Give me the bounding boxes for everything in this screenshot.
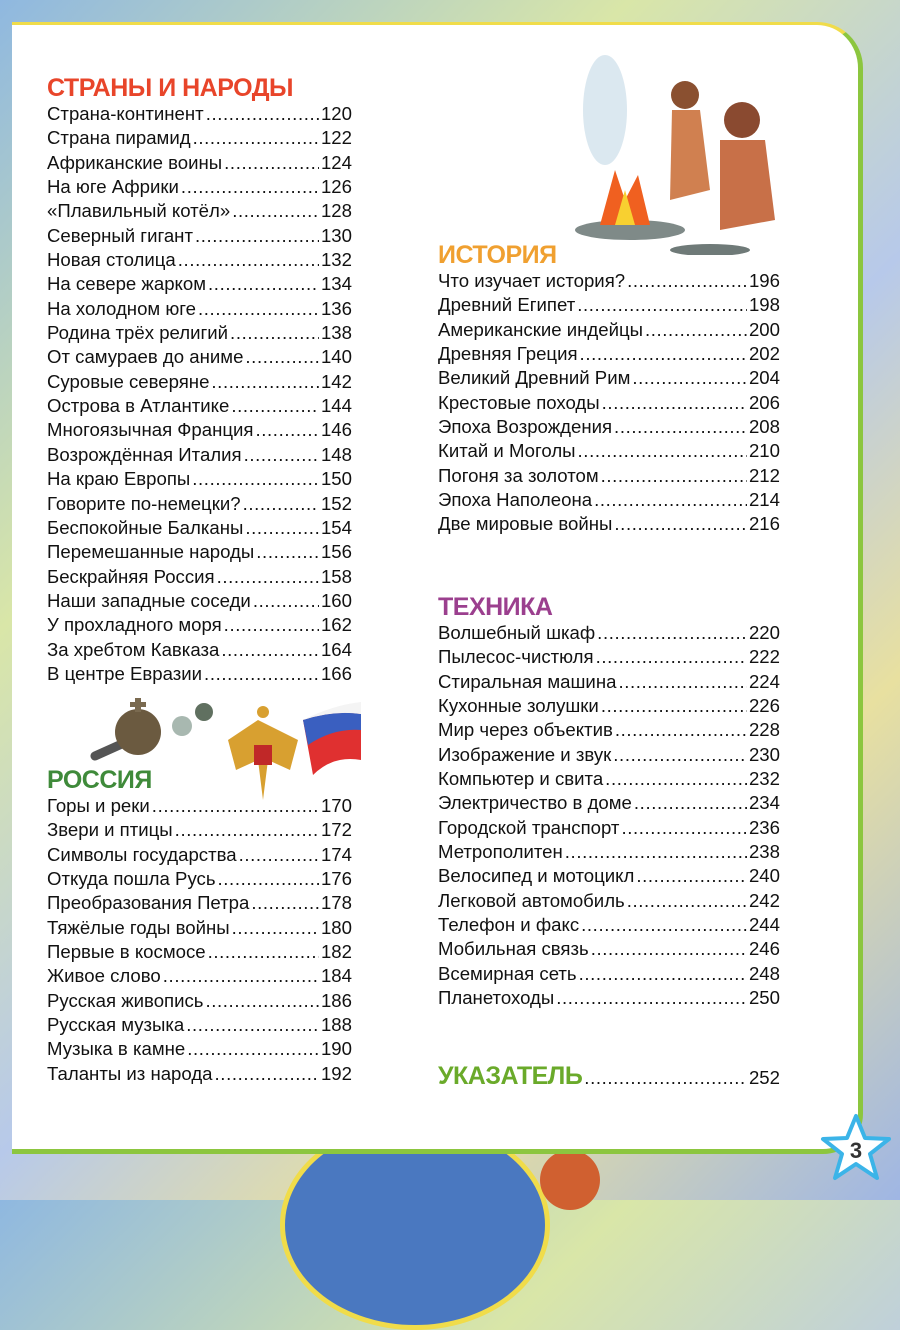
entry-title: Бескрайняя Россия <box>47 565 215 587</box>
page-ref: 240 <box>748 865 780 887</box>
page-ref: 150 <box>320 468 352 490</box>
page-ref: 202 <box>748 343 780 365</box>
entry-title: От самураев до аниме <box>47 346 244 368</box>
toc-entry[interactable] <box>438 439 780 463</box>
dot-leader <box>605 767 747 791</box>
toc-entry[interactable] <box>47 1037 352 1061</box>
toc-entry[interactable] <box>47 467 352 491</box>
page-ref: 226 <box>748 695 780 717</box>
index-entry[interactable] <box>438 1062 780 1092</box>
page-ref: 174 <box>320 843 352 865</box>
toc-entry[interactable] <box>438 791 780 815</box>
dot-leader <box>204 662 319 686</box>
entry-title: Перемешанные народы <box>47 541 255 563</box>
entry-title: Первые в космосе <box>47 941 206 963</box>
entry-title: Беспокойные Балканы <box>47 516 244 538</box>
toc-entry[interactable] <box>47 540 352 564</box>
entry-title: Африканские воины <box>47 151 223 173</box>
toc-entry[interactable] <box>438 464 780 488</box>
dot-leader <box>627 889 747 913</box>
page-ref: 120 <box>320 103 352 124</box>
toc-entry[interactable] <box>438 767 780 791</box>
toc-entry[interactable] <box>47 102 352 126</box>
page-ref: 138 <box>320 322 352 344</box>
dot-leader <box>627 269 747 293</box>
toc-entry[interactable] <box>47 613 352 637</box>
dot-leader <box>245 516 319 540</box>
section-index <box>438 1062 780 1092</box>
dot-leader <box>614 512 747 536</box>
entry-title: Планетоходы <box>438 987 555 1009</box>
toc-entry[interactable] <box>438 937 780 961</box>
entry-title: Живое слово <box>47 965 161 987</box>
page-number: 3 <box>849 1138 863 1163</box>
entry-title: Эпоха Наполеона <box>438 489 593 511</box>
page-ref: 122 <box>320 127 352 149</box>
page-ref: 166 <box>320 662 352 684</box>
page-ref: 126 <box>320 176 352 198</box>
page-ref: 170 <box>320 795 352 816</box>
entry-title: Мобильная связь <box>438 938 589 960</box>
toc-entry[interactable] <box>47 867 352 891</box>
dot-leader <box>618 670 747 694</box>
entry-title: Тяжёлые годы войны <box>47 916 230 938</box>
section-technics <box>438 593 780 1011</box>
page-ref: 190 <box>320 1038 352 1060</box>
dot-leader <box>556 986 747 1010</box>
dot-leader <box>181 175 319 199</box>
toc-entry[interactable] <box>47 964 352 988</box>
page-ref: 250 <box>748 987 780 1009</box>
page-ref: 132 <box>320 249 352 271</box>
toc-entry[interactable] <box>47 297 352 321</box>
toc-entry[interactable] <box>438 913 780 937</box>
toc-entry[interactable] <box>47 916 352 940</box>
dot-leader <box>243 492 319 516</box>
section-heading-technics: ТЕХНИКА <box>438 593 553 621</box>
dot-leader <box>636 864 747 888</box>
dot-leader <box>218 867 319 891</box>
dot-leader <box>565 840 747 864</box>
entry-title: Родина трёх религий <box>47 322 229 344</box>
dot-leader <box>591 937 747 961</box>
page-ref: 178 <box>320 892 352 914</box>
entry-title: На холодном юге <box>47 297 197 319</box>
dot-leader <box>256 540 319 564</box>
dot-leader <box>152 794 319 818</box>
entry-title: «Плавильный котёл» <box>47 200 231 222</box>
entry-title: Горы и реки <box>47 795 150 816</box>
entry-title: На краю Европы <box>47 468 191 490</box>
toc-entry[interactable] <box>47 248 352 272</box>
page-ref: 192 <box>320 1062 352 1084</box>
dot-leader <box>578 439 747 463</box>
entry-title: Стиральная машина <box>438 670 617 692</box>
page-ref: 252 <box>748 1067 780 1088</box>
dot-leader <box>232 916 319 940</box>
entry-title: Страна пирамид <box>47 127 191 149</box>
toc-entry[interactable] <box>438 840 780 864</box>
page-ref: 134 <box>320 273 352 295</box>
section-heading-index: УКАЗАТЕЛЬ <box>438 1062 583 1090</box>
page-ref: 184 <box>320 965 352 987</box>
page-ref: 248 <box>748 962 780 984</box>
entry-title: Говорите по-немецки? <box>47 492 241 514</box>
page-ref: 200 <box>748 318 780 340</box>
toc-entry[interactable] <box>47 492 352 516</box>
toc-entry[interactable] <box>47 794 352 818</box>
page-ref: 246 <box>748 938 780 960</box>
entry-title: Северный гигант <box>47 224 193 246</box>
entry-title: Древняя Греция <box>438 343 578 365</box>
dot-leader <box>239 843 319 867</box>
dot-leader <box>614 415 747 439</box>
section-countries <box>47 74 352 686</box>
entry-title: Две мировые войны <box>438 513 613 535</box>
toc-entry[interactable] <box>438 816 780 840</box>
page-ref: 162 <box>320 614 352 636</box>
entry-title: Метрополитен <box>438 841 563 863</box>
dot-leader <box>206 102 319 126</box>
toc-entry[interactable] <box>438 621 780 645</box>
dot-leader <box>580 342 747 366</box>
page-ref: 214 <box>748 489 780 511</box>
entry-title: Легковой автомобиль <box>438 889 625 911</box>
dot-leader <box>621 816 747 840</box>
toc-entry[interactable] <box>438 318 780 342</box>
orb-scepter-illustration <box>80 686 215 766</box>
entry-title: Телефон и факс <box>438 914 580 936</box>
page-ref: 242 <box>748 889 780 911</box>
entry-title: На севере жарком <box>47 273 207 295</box>
entry-title: Звери и птицы <box>47 819 173 841</box>
page-ref: 238 <box>748 841 780 863</box>
entry-title: Великий Древний Рим <box>438 367 631 389</box>
dot-leader <box>221 638 319 662</box>
dot-leader <box>195 224 319 248</box>
dot-leader <box>581 913 747 937</box>
entry-title: Эпоха Возрождения <box>438 416 613 438</box>
page-ref: 140 <box>320 346 352 368</box>
dot-leader <box>596 645 747 669</box>
entry-title: Компьютер и свита <box>438 768 604 790</box>
page-ref: 210 <box>748 440 780 462</box>
toc-entry[interactable] <box>438 962 780 986</box>
page-ref: 232 <box>748 768 780 790</box>
toc-entry[interactable] <box>438 269 780 293</box>
dot-leader <box>208 272 319 296</box>
entry-title: Откуда пошла Русь <box>47 868 216 890</box>
entry-title: Погоня за золотом <box>438 464 599 486</box>
page-ref: 180 <box>320 916 352 938</box>
toc-entry[interactable] <box>47 272 352 296</box>
dot-leader <box>632 366 747 390</box>
toc-entry[interactable] <box>47 443 352 467</box>
toc-entry[interactable] <box>47 394 352 418</box>
dot-leader <box>193 126 319 150</box>
background-decoration <box>540 1150 600 1210</box>
entry-title: Что изучает история? <box>438 270 626 291</box>
dot-leader <box>163 964 319 988</box>
entry-title: Изображение и звук <box>438 743 612 765</box>
dot-leader <box>215 1062 319 1086</box>
toc-entry[interactable] <box>438 488 780 512</box>
page-ref: 220 <box>748 622 780 643</box>
toc-entry[interactable] <box>47 565 352 589</box>
cavemen-fire-illustration <box>560 50 805 255</box>
entry-title: Русская музыка <box>47 1014 185 1036</box>
toc-entry[interactable] <box>438 512 780 536</box>
toc-entry[interactable] <box>438 645 780 669</box>
page-ref: 204 <box>748 367 780 389</box>
page-ref: 230 <box>748 743 780 765</box>
dot-leader <box>634 791 747 815</box>
toc-entry[interactable] <box>47 638 352 662</box>
entry-title: Кухонные золушки <box>438 695 599 717</box>
dot-leader <box>584 1064 747 1092</box>
dot-leader <box>594 488 747 512</box>
toc-entry[interactable] <box>438 342 780 366</box>
page-ref: 206 <box>748 391 780 413</box>
dot-leader <box>601 464 747 488</box>
toc-entry[interactable] <box>438 718 780 742</box>
toc-entry[interactable] <box>47 418 352 442</box>
dot-leader <box>245 345 319 369</box>
toc-entry[interactable] <box>438 366 780 390</box>
section-history <box>438 241 780 537</box>
page-ref: 160 <box>320 589 352 611</box>
entry-title: На юге Африки <box>47 176 179 198</box>
page-ref: 236 <box>748 816 780 838</box>
toc-entry[interactable] <box>47 1013 352 1037</box>
dot-leader <box>615 718 747 742</box>
dot-leader <box>230 321 319 345</box>
toc-entry[interactable] <box>438 743 780 767</box>
toc-entry[interactable] <box>47 818 352 842</box>
page-ref: 156 <box>320 541 352 563</box>
dot-leader <box>244 443 319 467</box>
dot-leader <box>597 621 747 645</box>
page-ref: 196 <box>748 270 780 291</box>
toc-entry[interactable] <box>47 1062 352 1086</box>
section-heading-history: ИСТОРИЯ <box>438 241 557 269</box>
toc-entry[interactable] <box>47 224 352 248</box>
toc-entry[interactable] <box>438 293 780 317</box>
dot-leader <box>178 248 319 272</box>
dot-leader <box>192 467 319 491</box>
entry-title: Суровые северяне <box>47 370 210 392</box>
page-ref: 228 <box>748 719 780 741</box>
page-ref: 244 <box>748 914 780 936</box>
toc-entry[interactable] <box>47 989 352 1013</box>
dot-leader <box>613 743 747 767</box>
entry-title: Американские индейцы <box>438 318 643 340</box>
entry-title: Всемирная сеть <box>438 962 577 984</box>
page-ref: 216 <box>748 513 780 535</box>
page-ref: 172 <box>320 819 352 841</box>
toc-entry[interactable] <box>438 889 780 913</box>
page-ref: 208 <box>748 416 780 438</box>
dot-leader <box>187 1037 319 1061</box>
page-ref: 176 <box>320 868 352 890</box>
page-ref: 188 <box>320 1014 352 1036</box>
page-ref: 158 <box>320 565 352 587</box>
dot-leader <box>205 989 318 1013</box>
toc-entry[interactable] <box>438 670 780 694</box>
entry-title: Символы государства <box>47 843 237 865</box>
toc-entry[interactable] <box>47 370 352 394</box>
dot-leader <box>232 199 319 223</box>
section-heading-countries: СТРАНЫ И НАРОДЫ <box>47 74 293 102</box>
dot-leader <box>224 613 319 637</box>
dot-leader <box>577 293 747 317</box>
entry-title: Возрождённая Италия <box>47 443 242 465</box>
section-heading-russia: РОССИЯ <box>47 766 152 794</box>
dot-leader <box>175 818 319 842</box>
toc-entry[interactable] <box>438 391 780 415</box>
page-ref: 136 <box>320 297 352 319</box>
toc-entry[interactable] <box>47 843 352 867</box>
toc-entry[interactable] <box>47 199 352 223</box>
entry-title: Преобразования Петра <box>47 892 250 914</box>
entry-title: Наши западные соседи <box>47 589 251 611</box>
toc-entry[interactable] <box>47 151 352 175</box>
page-ref: 222 <box>748 646 780 668</box>
page-ref: 124 <box>320 151 352 173</box>
entry-title: Волшебный шкаф <box>438 622 596 643</box>
dot-leader <box>253 589 319 613</box>
dot-leader <box>186 1013 319 1037</box>
page-ref: 128 <box>320 200 352 222</box>
toc-entry[interactable] <box>438 986 780 1010</box>
dot-leader <box>645 318 747 342</box>
entry-title: Древний Египет <box>438 294 576 316</box>
page-ref: 154 <box>320 516 352 538</box>
toc-entry[interactable] <box>47 940 352 964</box>
toc-entry[interactable] <box>47 126 352 150</box>
toc-entry[interactable] <box>47 321 352 345</box>
entry-title: Музыка в камне <box>47 1038 186 1060</box>
entry-title: Страна-континент <box>47 103 204 124</box>
toc-entry[interactable] <box>47 345 352 369</box>
entry-title: За хребтом Кавказа <box>47 638 220 660</box>
entry-title: У прохладного моря <box>47 614 222 636</box>
toc-entry[interactable] <box>47 662 352 686</box>
section-russia <box>47 766 352 1086</box>
page-ref: 224 <box>748 670 780 692</box>
toc-entry[interactable] <box>47 589 352 613</box>
page-ref: 182 <box>320 941 352 963</box>
entry-title: Мир через объектив <box>438 719 613 741</box>
entry-title: Городской транспорт <box>438 816 620 838</box>
page-number-star <box>820 1112 892 1184</box>
page-ref: 146 <box>320 419 352 441</box>
dot-leader <box>217 565 319 589</box>
entry-title: Китай и Моголы <box>438 440 576 462</box>
toc-entry[interactable] <box>47 175 352 199</box>
entry-title: Русская живопись <box>47 989 204 1011</box>
entry-title: Крестовые походы <box>438 391 600 413</box>
entry-title: Пылесос-чистюля <box>438 646 594 668</box>
dot-leader <box>208 940 319 964</box>
page-ref: 130 <box>320 224 352 246</box>
dot-leader <box>251 891 319 915</box>
dot-leader <box>579 962 747 986</box>
entry-title: Таланты из народа <box>47 1062 213 1084</box>
toc-entry[interactable] <box>438 694 780 718</box>
page-ref: 164 <box>320 638 352 660</box>
toc-entry[interactable] <box>47 891 352 915</box>
dot-leader <box>198 297 319 321</box>
entry-title: Новая столица <box>47 249 176 271</box>
page-ref: 198 <box>748 294 780 316</box>
dot-leader <box>224 151 319 175</box>
toc-entry[interactable] <box>438 415 780 439</box>
entry-title: Электричество в доме <box>438 792 632 814</box>
dot-leader <box>602 391 747 415</box>
page-ref: 142 <box>320 370 352 392</box>
page-ref: 186 <box>320 989 352 1011</box>
dot-leader <box>211 370 319 394</box>
dot-leader <box>231 394 319 418</box>
entry-title: Велосипед и мотоцикл <box>438 865 635 887</box>
entry-title: В центре Евразии <box>47 662 203 684</box>
page-ref: 144 <box>320 395 352 417</box>
entry-title: Многоязычная Франция <box>47 419 254 441</box>
page-ref: 148 <box>320 443 352 465</box>
dot-leader <box>256 418 319 442</box>
toc-entry[interactable] <box>47 516 352 540</box>
page-ref: 212 <box>748 464 780 486</box>
dot-leader <box>601 694 747 718</box>
toc-entry[interactable] <box>438 864 780 888</box>
entry-title: Острова в Атлантике <box>47 395 230 417</box>
page-ref: 152 <box>320 492 352 514</box>
page-ref: 234 <box>748 792 780 814</box>
